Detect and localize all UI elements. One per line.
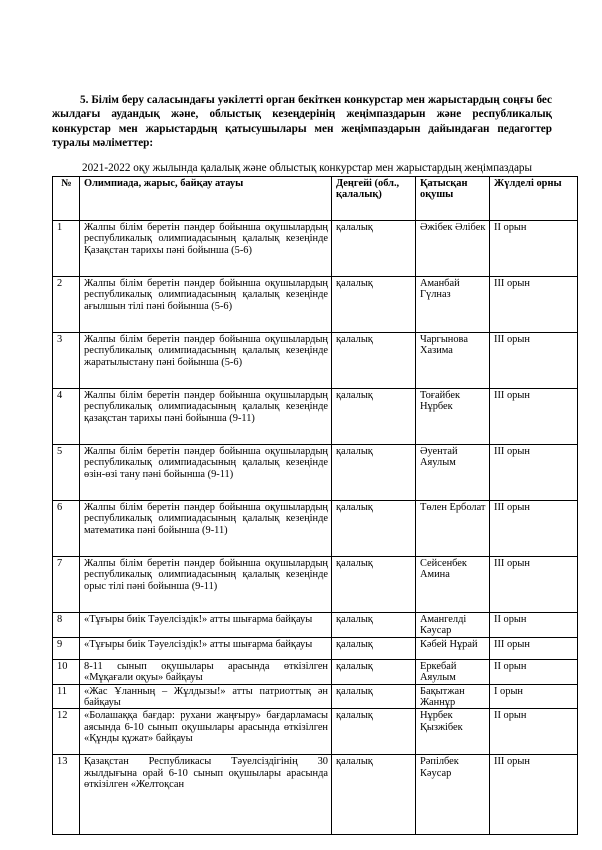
header-student: Қатысқан оқушы <box>416 177 490 221</box>
table-row <box>53 501 578 557</box>
row-number: 10 <box>53 659 80 684</box>
place: ІІ орын <box>490 659 578 684</box>
competition-name: Жалпы білім беретін пәндер бойынша оқушылардың республикалық олимпиадасының қалалық кезеңінде математика пәні бойынша (9-11) <box>80 501 332 557</box>
level: қалалық <box>332 659 416 684</box>
place: ІІ орын <box>490 613 578 638</box>
place: ІІІ орын <box>490 277 578 333</box>
student-name: Әжібек Әлібек <box>416 221 490 277</box>
table-header-row <box>53 177 578 221</box>
row-number: 12 <box>53 709 80 755</box>
competition-name: «Жас Ұланның – Жұлдызы!» атты патриоттық ән байқауы <box>80 684 332 709</box>
level: қалалық <box>332 613 416 638</box>
row-number: 1 <box>53 221 80 277</box>
competition-name: Жалпы білім беретін пәндер бойынша оқушылардың республикалық олимпиадасының қалалық кезеңінде Қазақстан тарихы пәні бойынша (5-6) <box>80 221 332 277</box>
student-name: Чаргынова Хазима <box>416 333 490 389</box>
student-name: Еркебай Аяулым <box>416 659 490 684</box>
level: қалалық <box>332 557 416 613</box>
place: ІІІ орын <box>490 755 578 835</box>
header-competition-name: Олимпиада, жарыс, байқау атауы <box>80 177 332 221</box>
student-name: Рәпілбек Кәусар <box>416 755 490 835</box>
student-name: Амангелді Кәусар <box>416 613 490 638</box>
table-row <box>53 659 578 684</box>
student-name: Кәбей Нұрай <box>416 637 490 659</box>
student-name: Бақытжан Жаннұр <box>416 684 490 709</box>
level: қалалық <box>332 709 416 755</box>
header-number: № <box>53 177 80 221</box>
level: қалалық <box>332 333 416 389</box>
table-row <box>53 389 578 445</box>
place: ІІІ орын <box>490 333 578 389</box>
table-row <box>53 221 578 277</box>
place: ІІ орын <box>490 709 578 755</box>
level: қалалық <box>332 755 416 835</box>
table-row <box>53 557 578 613</box>
student-name: Тоғайбек Нұрбек <box>416 389 490 445</box>
competition-name: «Тұғыры биік Тәуелсіздік!» атты шығарма байқауы <box>80 613 332 638</box>
winners-table <box>52 176 578 835</box>
place: ІІІ орын <box>490 637 578 659</box>
row-number: 5 <box>53 445 80 501</box>
place: ІІІ орын <box>490 389 578 445</box>
level: қалалық <box>332 389 416 445</box>
student-name: Нұрбек Қызжібек <box>416 709 490 755</box>
competition-name: Жалпы білім беретін пәндер бойынша оқушылардың республикалық олимпиадасының қалалық кезеңінде орыс тілі пәні бойынша (9-11) <box>80 557 332 613</box>
row-number: 13 <box>53 755 80 835</box>
section-heading: 5. Білім беру саласындағы уәкілетті орган бекіткен конкурстар мен жарыстардың соңғы бес жылдағы аудандық және, облыстық кезеңдерінің жеңімпаздарын және республикалық конкурстар мен жарыстардың қатысушылары мен жеңімпаздарын дайындаған педагогтер туралы мәліметтер: <box>52 94 552 150</box>
competition-name: Қазақстан Республикасы Тәуелсіздігінің 30 жылдығына орай 6-10 сынып оқушылары арасында өткізілген «Желтоқсан <box>80 755 332 835</box>
level: қалалық <box>332 277 416 333</box>
competition-name: Жалпы білім беретін пәндер бойынша оқушылардың республикалық олимпиадасының қалалық кезеңінде ағылшын тілі пәні бойынша (5-6) <box>80 277 332 333</box>
competition-name: Жалпы білім беретін пәндер бойынша оқушылардың республикалық олимпиадасының қалалық кезеңінде өзін-өзі тану пәні бойынша (9-11) <box>80 445 332 501</box>
place: ІІ орын <box>490 221 578 277</box>
student-name: Әуентай Аяулым <box>416 445 490 501</box>
header-level: Деңгейі (обл., қалалық) <box>332 177 416 221</box>
header-place: Жүлделі орны <box>490 177 578 221</box>
table-row <box>53 637 578 659</box>
competition-name: «Болашаққа бағдар: рухани жаңғыру» бағдарламасы аясында 6-10 сынып оқушылары арасында өткізілген «Құнды құжат» байқауы <box>80 709 332 755</box>
place: ІІІ орын <box>490 557 578 613</box>
place: ІІІ орын <box>490 445 578 501</box>
competition-name: «Тұғыры биік Тәуелсіздік!» атты шығарма байқауы <box>80 637 332 659</box>
table-row <box>53 684 578 709</box>
competition-name: 8-11 сынып оқушылары арасында өткізілген «Мұқағали оқуы» байқауы <box>80 659 332 684</box>
table-caption: 2021-2022 оқу жылында қалалық және облыстық конкурстар мен жарыстардың жеңімпаздары <box>81 162 533 175</box>
student-name: Аманбай Гүлназ <box>416 277 490 333</box>
student-name: Сейсенбек Амина <box>416 557 490 613</box>
level: қалалық <box>332 637 416 659</box>
table-row <box>53 755 578 835</box>
row-number: 7 <box>53 557 80 613</box>
level: қалалық <box>332 684 416 709</box>
row-number: 8 <box>53 613 80 638</box>
competition-name: Жалпы білім беретін пәндер бойынша оқушылардың республикалық олимпиадасының қалалық кезеңінде қазақстан тарихы пәні бойынша (9-11) <box>80 389 332 445</box>
table-row <box>53 277 578 333</box>
row-number: 9 <box>53 637 80 659</box>
row-number: 6 <box>53 501 80 557</box>
row-number: 3 <box>53 333 80 389</box>
competition-name: Жалпы білім беретін пәндер бойынша оқушылардың республикалық олимпиадасының қалалық кезеңінде жаратылыстану пәні бойынша (5-6) <box>80 333 332 389</box>
row-number: 2 <box>53 277 80 333</box>
student-name: Төлен Ерболат <box>416 501 490 557</box>
row-number: 4 <box>53 389 80 445</box>
table-row <box>53 333 578 389</box>
level: қалалық <box>332 221 416 277</box>
table-row <box>53 613 578 638</box>
place: ІІІ орын <box>490 501 578 557</box>
table-row <box>53 445 578 501</box>
row-number: 11 <box>53 684 80 709</box>
level: қалалық <box>332 501 416 557</box>
table-row <box>53 709 578 755</box>
place: І орын <box>490 684 578 709</box>
level: қалалық <box>332 445 416 501</box>
